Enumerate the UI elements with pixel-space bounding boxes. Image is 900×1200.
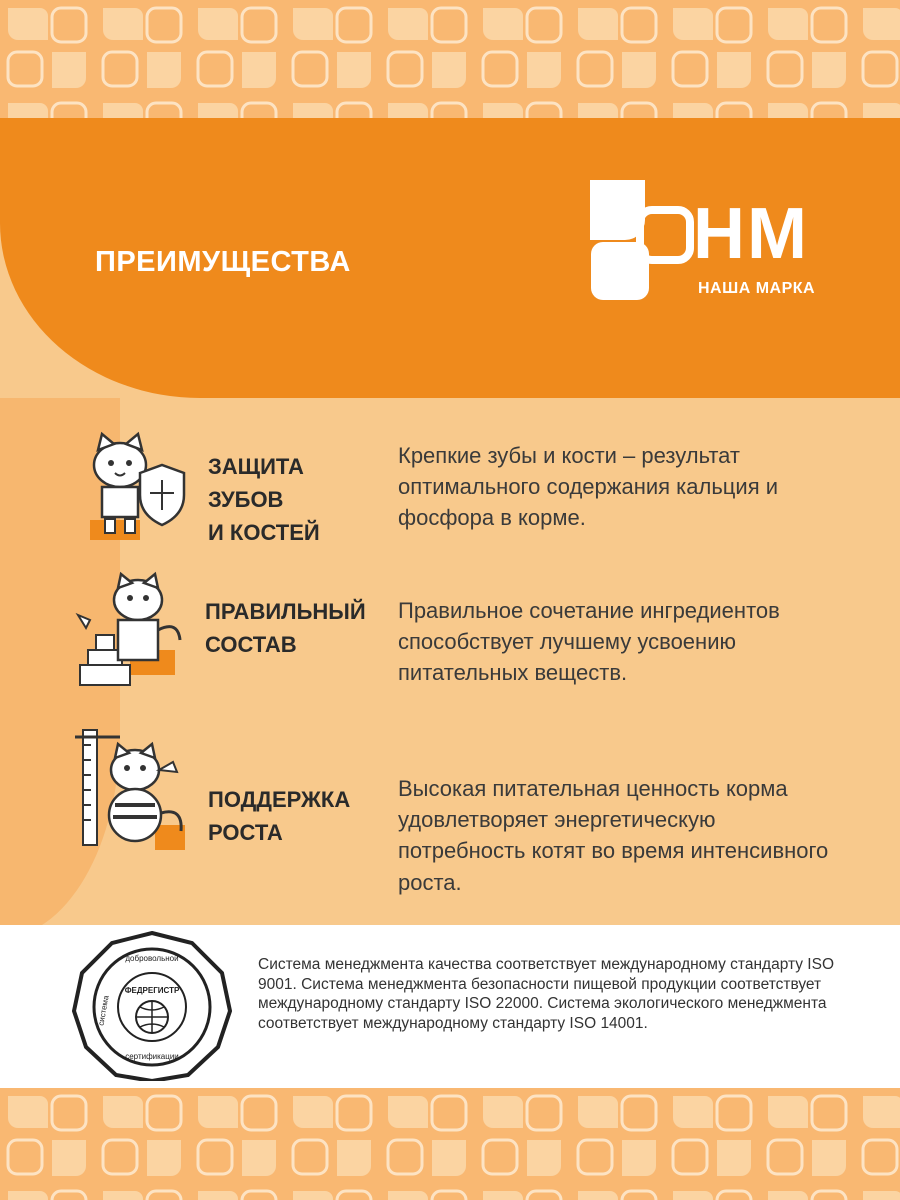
seal-top-text: добровольной (125, 954, 179, 963)
brand-mark: НМ (693, 194, 809, 274)
cat-height-ruler-icon (75, 725, 190, 855)
feature-description: Высокая питательная ценность корма удовлетворяет энергетическую потребность котят во время интенсивного роста. (398, 776, 829, 895)
bottom-decorative-pattern (0, 1088, 900, 1200)
page-title: ПРЕИМУЩЕСТВА (95, 246, 351, 278)
seal-bottom-text: сертификации (125, 1052, 179, 1061)
cat-builder-bricks-icon (70, 570, 190, 690)
feature-description: Крепкие зубы и кости – результат оптимального содержания кальция и фосфора в корме. (398, 443, 779, 531)
seal-left-text: система (96, 994, 111, 1027)
feature-title: ПРАВИЛЬНЫЙ СОСТАВ (205, 599, 366, 657)
brand-logo (585, 180, 835, 310)
cat-knight-shield-icon (80, 425, 190, 545)
seal-center-text: ФЕДРЕГИСТР (124, 986, 180, 995)
feature-title: ЗАЩИТА ЗУБОВ И КОСТЕЙ (208, 454, 320, 545)
certification-seal-icon (72, 931, 232, 1081)
feature-title: ПОДДЕРЖКА РОСТА (208, 787, 351, 845)
hero-banner (0, 118, 900, 398)
certification-block (0, 925, 900, 1090)
brand-leaf-icon (585, 180, 695, 305)
brand-name: НАША МАРКА (698, 280, 816, 297)
top-decorative-pattern (0, 0, 900, 125)
feature-description: Правильное сочетание ингредиентов способствует лучшему усвоению питательных веществ. (398, 598, 780, 686)
certification-text: Система менеджмента качества соответствует международному стандарту ISO 9001. Система менеджмента безопасности пищевой продукции соответствует международному стандарту ISO 22000. Система экологического менеджмента соответствует международному стандарту ISO 14001. (258, 956, 835, 1033)
